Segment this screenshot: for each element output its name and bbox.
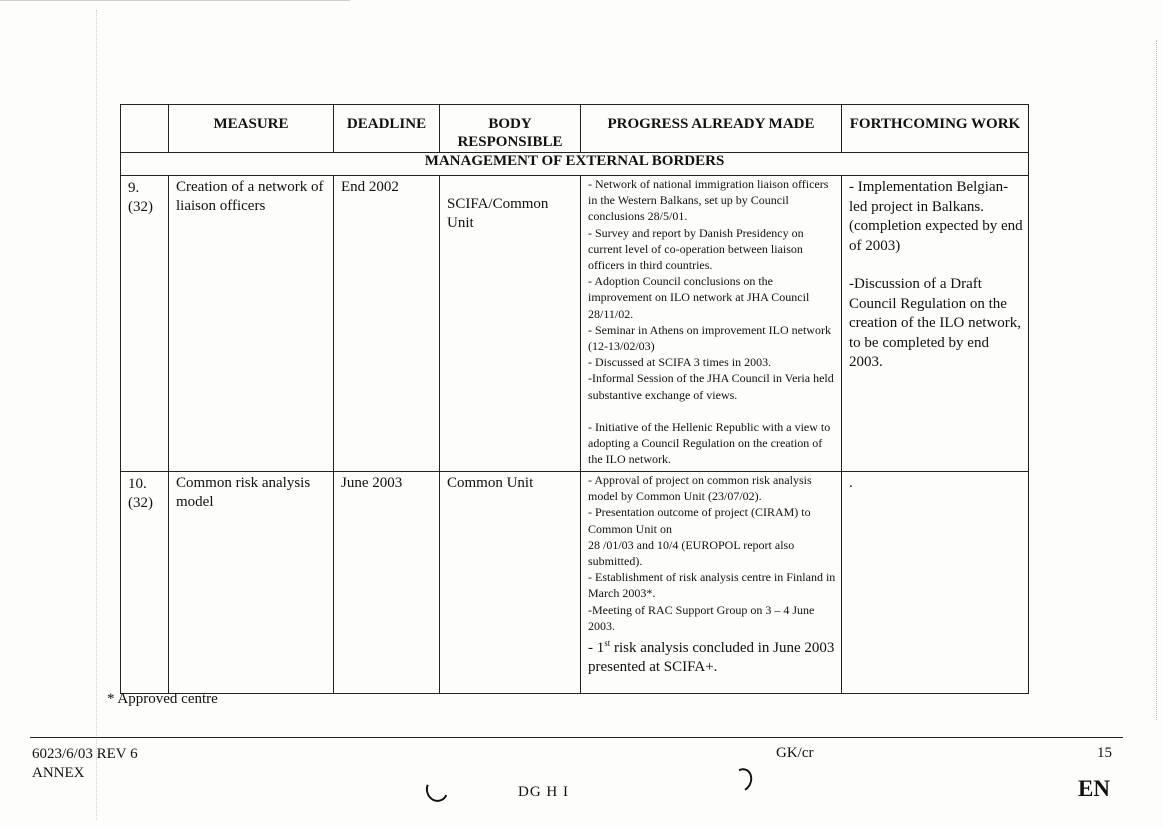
progress-item: - Network of national immigration liaison officers in the Western Balkans, set up by Council conclusions 28/5/01. — [588, 177, 829, 224]
header-progress: PROGRESS ALREADY MADE — [581, 105, 842, 153]
header-number — [121, 105, 169, 153]
row-number-cell — [121, 472, 169, 694]
progress-last-text: risk analysis concluded in June 2003 presented at SCIFA+. — [588, 640, 835, 676]
footnote: * Approved centre — [107, 691, 218, 707]
forthcoming-cell: . — [842, 472, 1029, 694]
table-row — [121, 176, 1029, 472]
progress-cell — [581, 472, 842, 694]
language-code: EN — [1078, 776, 1110, 801]
scan-edge-right — [1156, 40, 1157, 720]
row-number: 10. — [128, 476, 147, 492]
row-number-cell — [121, 176, 169, 472]
row-number: 9. — [128, 180, 140, 196]
binding-hole-icon — [728, 765, 755, 794]
header-body-responsible: BODY RESPONSIBLE — [440, 105, 581, 153]
progress-item: - Survey and report by Danish Presidency on current level of co-operation between liaison officers in third countries. — [588, 225, 804, 273]
header-forthcoming-work: FORTHCOMING WORK — [842, 105, 1029, 153]
progress-item: 28 /01/03 and 10/4 (EUROPOL report also submitted). — [588, 537, 795, 569]
progress-item: - Initiative of the Hellenic Republic with a view to adopting a Council Regulation on the creation of the ILO network. — [588, 419, 831, 467]
footer-divider — [30, 737, 1123, 738]
progress-item: - Establishment of risk analysis centre in Finland in March 2003*. — [588, 570, 836, 601]
row-reference: (32) — [128, 495, 153, 511]
section-title: MANAGEMENT OF EXTERNAL BORDERS — [121, 153, 1029, 176]
directorate-label: DG H I — [518, 784, 569, 800]
author-initials: GK/cr — [776, 745, 814, 761]
row-reference: (32) — [128, 199, 153, 215]
header-deadline: DEADLINE — [334, 105, 440, 153]
progress-item-last — [588, 634, 837, 677]
measure-cell: Common risk analysis model — [169, 472, 334, 694]
body-responsible-cell: Common Unit — [440, 472, 581, 694]
scan-edge-top — [0, 0, 350, 4]
scan-edge-left — [96, 10, 97, 820]
deadline-cell: June 2003 — [334, 472, 440, 694]
body-responsible-cell — [440, 176, 581, 472]
section-row — [121, 153, 1029, 176]
progress-item: - Adoption Council conclusions on the improvement on ILO network at JHA Council 28/11/02. — [588, 274, 810, 321]
forthcoming-item: - Implementation Belgian-led project in Balkans. (completion expected by end of 2003) — [849, 179, 1023, 254]
document-number: 6023/6/03 REV 6 — [32, 746, 138, 762]
measures-table — [120, 104, 1029, 694]
document-reference — [32, 745, 138, 783]
measure-cell: Creation of a network of liaison officers — [169, 176, 334, 472]
table-row — [121, 472, 1029, 694]
progress-item: - Seminar in Athens on improvement ILO network (12-13/02/03) — [588, 322, 831, 354]
progress-item: -Meeting of RAC Support Group on 3 – 4 June 2003. — [588, 602, 815, 633]
header-measure: MEASURE — [169, 105, 334, 153]
progress-last-superscript: st — [604, 638, 611, 649]
progress-item: - Discussed at SCIFA 3 times in 2003. — [588, 355, 772, 370]
forthcoming-item: -Discussion of a Draft Council Regulation on the creation of the ILO network, to be completed by end 2003. — [849, 276, 1022, 370]
binding-hole-icon — [423, 775, 452, 805]
header-row — [121, 105, 1029, 153]
annex-label: ANNEX — [32, 765, 85, 781]
progress-last-prefix: - 1 — [588, 640, 605, 657]
deadline-cell: End 2002 — [334, 176, 440, 472]
progress-cell — [581, 176, 842, 472]
forthcoming-cell — [842, 176, 1029, 472]
body-responsible-text: SCIFA/Common Unit — [447, 196, 549, 231]
progress-item: - Approval of project on common risk analysis model by Common Unit (23/07/02). — [588, 473, 812, 504]
progress-item: - Presentation outcome of project (CIRAM) to Common Unit on — [588, 505, 811, 536]
progress-item: -Informal Session of the JHA Council in Veria held substantive exchange of views. — [588, 371, 834, 402]
page-number: 15 — [1097, 745, 1112, 761]
